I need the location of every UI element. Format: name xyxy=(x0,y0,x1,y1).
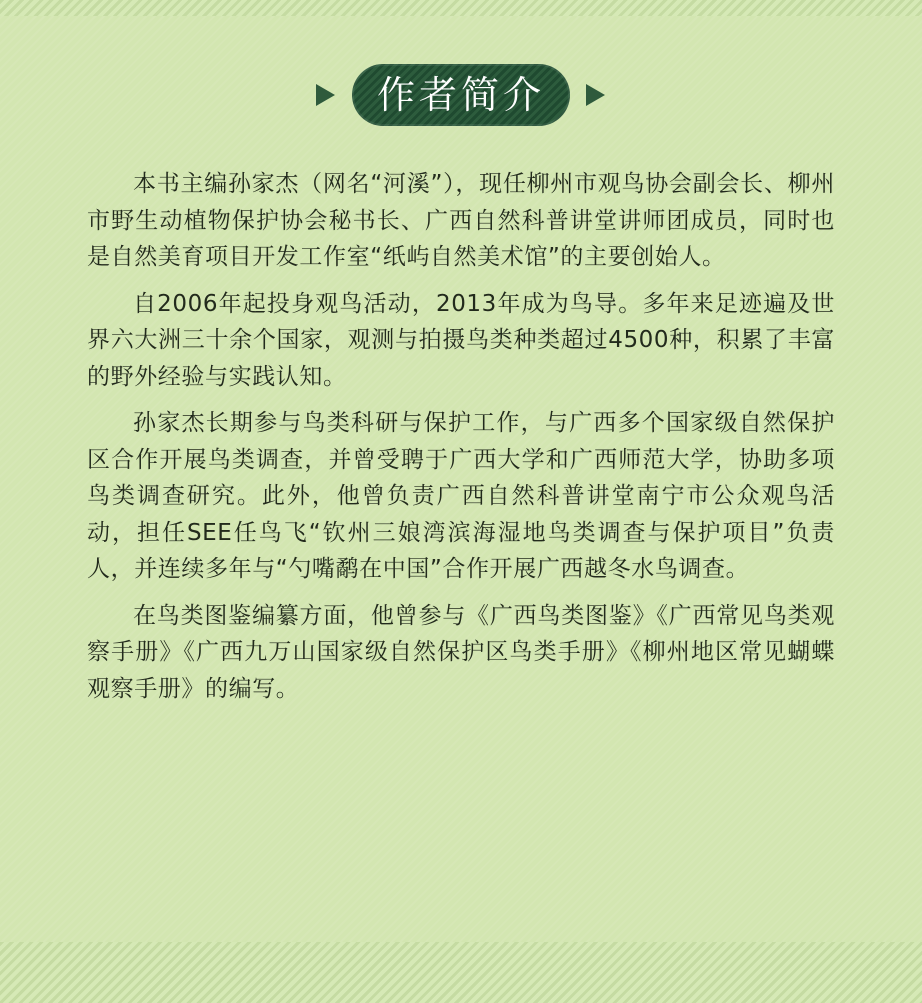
bio-paragraph-4: 在鸟类图鉴编纂方面，他曾参与《广西鸟类图鉴》《广西常见鸟类观察手册》《广西九万山国家级自然保护区鸟类手册》《柳州地区常见蝴蝶观察手册》的编写。 xyxy=(87,602,835,702)
page-title: 作者简介 xyxy=(376,73,545,117)
bottom-stripe-band xyxy=(0,942,922,1003)
author-bio xyxy=(87,166,835,717)
section-header xyxy=(0,62,922,128)
play-arrow-left-icon xyxy=(316,84,335,106)
title-badge xyxy=(352,64,570,126)
bio-paragraph-2: 自2006年起投身观鸟活动，2013年成为鸟导。多年来足迹遍及世界六大洲三十余个国家，观测与拍摄鸟类种类超过4500种，积累了丰富的野外经验与实践认知。 xyxy=(87,290,835,390)
top-stripe-band xyxy=(0,0,922,16)
play-arrow-right-icon xyxy=(586,84,605,106)
bio-paragraph-3: 孙家杰长期参与鸟类科研与保护工作，与广西多个国家级自然保护区合作开展鸟类调查，并曾受聘于广西大学和广西师范大学，协助多项鸟类调查研究。此外，他曾负责广西自然科普讲堂南宁市公众观鸟活动，担任SEE任鸟飞“钦州三娘湾滨海湿地鸟类调查与保护项目”负责人，并连续多年与“勺嘴鹬在中国”合作开展广西越冬水鸟调查。 xyxy=(87,410,835,582)
bio-paragraph-1: 本书主编孙家杰（网名“河溪”），现任柳州市观鸟协会副会长、柳州市野生动植物保护协会秘书长、广西自然科普讲堂讲师团成员，同时也是自然美育项目开发工作室“纸屿自然美术馆”的主要创始人。 xyxy=(87,171,835,270)
